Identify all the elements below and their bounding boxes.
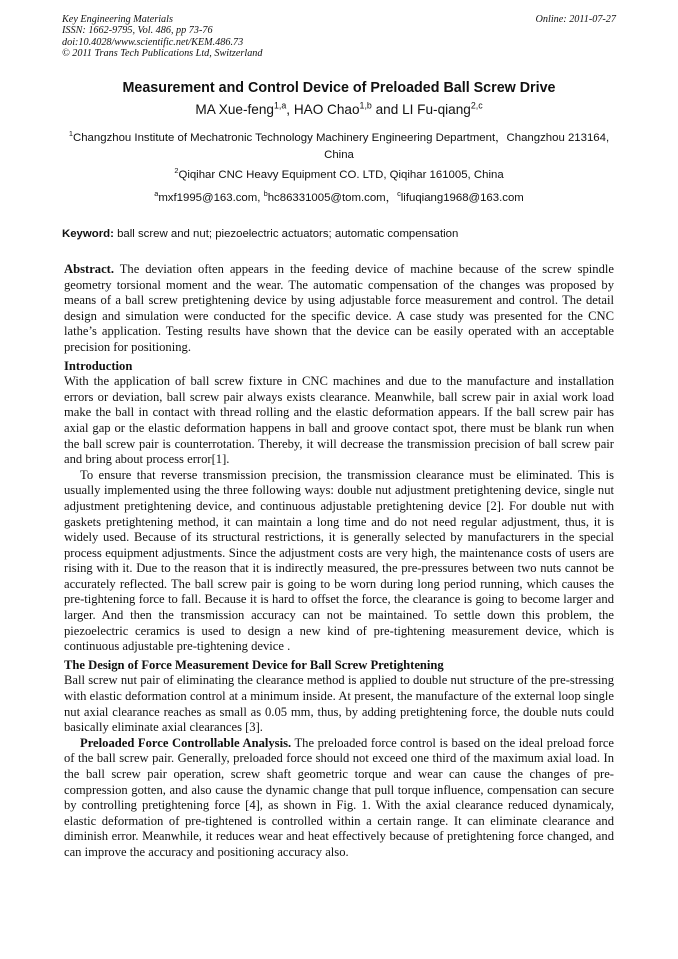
affiliation-1 bbox=[62, 130, 616, 163]
email-sup: a bbox=[154, 189, 159, 199]
keywords bbox=[62, 226, 616, 242]
author-sup: 1,a bbox=[273, 100, 287, 111]
paragraph: With the application of ball screw fixture in CNC machines and due to the manufacture and installation errors or deviation, ball screw pair always exists clearance. Meanwhile, ball screw pair in axial work load make the ball in contact with thread rolling and the elastic deformation appears. If the ball screw pair has axial gap or the elastic deformation happens in ball and groove contact spot, there must be blank run when the ball screw pair is counterrotation. Thereby, it will decrease the transmission precision of ball screw pair and bring about process error[1]. bbox=[64, 374, 614, 467]
paragraph: To ensure that reverse transmission precision, the transmission clearance must be eliminated. This is usually implemented using the three following ways: double nut adjustment pretightening device, single nut adjustment pretightening device, and continuous adjustable pretightening device [2]. For double nut with gaskets pretightening method, it can maintain a long time and do not need regular adjustment, thus, it is widely used. Because of its structural restrictions, it is generally selected by manufacturers in the special process equipment adjustments. Since the adjustment costs are very high, the maintenance costs of users are rising with it. Due to the reason that it is indirectly measured, the pre-pressures between two nuts cannot be accurately reflected. The ball screw pair is going to be worn during long period running, which causes the pre-tightening force to fall. Because it is hard to offset the force, the clearance is going to become larger and larger. And then the transmission accuracy can not be maintained. To settle down this problem, the piezoelectric ceramics is used to design a new kind of pre-tightening measurement device, which is continuous adjustable pre-tightening device . bbox=[64, 467, 614, 654]
paragraph-text: The preloaded force control is based on the ideal preload force of the ball screw pair. Generally, preloaded force should not exceed one third of the maximum axial load. In the ball screw pair operation, screw shaft geometric torque and wear can cause the changes of pre-compression gotten, and also cause the dynamic change that pull torque influence, compensation can secure by controlling pretightening force [4], as shown in Fig. 1. With the axial clearance reduced dynamicaly, elastic deformation of pre-tightened is controlled within a certain range. It can eliminate clearance and diminish error. Meanwhile, it reduces wear and heat effectively because of pretightening force changed, and can improve the accuracy and positioning accuracy also. bbox=[64, 735, 614, 859]
paragraph bbox=[64, 736, 614, 861]
affiliation-sup: 1 bbox=[68, 129, 73, 139]
email-sup: c bbox=[397, 189, 401, 199]
issn-line: ISSN: 1662-9795, Vol. 486, pp 73-76 bbox=[62, 25, 213, 37]
paper-title: Measurement and Control Device of Preloaded Ball Screw Drive bbox=[122, 80, 556, 96]
author-sup: 1,b bbox=[359, 100, 372, 111]
keywords-text: ball screw and nut; piezoelectric actuators; automatic compensation bbox=[113, 228, 459, 240]
author-name: MA Xue-feng bbox=[195, 102, 274, 117]
email-sup: b bbox=[263, 189, 268, 199]
online-date: Online: 2011-07-27 bbox=[535, 14, 616, 25]
copyright-line: © 2011 Trans Tech Publications Ltd, Switzerland bbox=[62, 47, 263, 59]
email-link[interactable]: mxf1995@163.com, bbox=[158, 192, 264, 204]
author-separator: , bbox=[286, 102, 294, 117]
section-heading-design: The Design of Force Measurement Device for Ball Screw Pretightening bbox=[64, 657, 444, 672]
author-list bbox=[62, 101, 616, 119]
email-line bbox=[62, 190, 616, 206]
abstract bbox=[64, 262, 614, 356]
abstract-text: The deviation often appears in the feeding device of machine because of the screw spindle geometry torsional moment and the wear. The automatic compensation of the changes was proposed by means of a ball screw pretightening device by using adjustable force measurement and control. The detail design and simulation were conducted for the specific device. A case study was presented for the CNC lathe’s application. Testing results have shown that the device can be easily operated with an acceptable precision for positioning. bbox=[64, 262, 614, 354]
affiliation-2 bbox=[62, 167, 616, 184]
email-link[interactable]: lifuqiang1968@163.com bbox=[400, 192, 524, 204]
journal-header bbox=[62, 14, 616, 59]
doi-line: doi:10.4028/www.scientific.net/KEM.486.73 bbox=[62, 36, 244, 48]
author-name: HAO Chao bbox=[293, 102, 360, 117]
affiliation-text: Changzhou Institute of Mechatronic Technology Machinery Engineering Department，Changzhou 213164, China bbox=[73, 132, 610, 161]
subsection-label: Preloaded Force Controllable Analysis. bbox=[80, 735, 292, 750]
journal-name: Key Engineering Materials bbox=[62, 14, 173, 25]
affiliation-sup: 2 bbox=[174, 166, 179, 176]
author-name: LI Fu-qiang bbox=[402, 102, 471, 117]
keywords-label: Keyword: bbox=[62, 228, 114, 240]
paper-body bbox=[64, 262, 614, 861]
paragraph: Ball screw nut pair of eliminating the clearance method is applied to double nut structure of the pre-stressing with elastic deformation control at a minimum inside. At present, the manufacture of the external loop single nut axial clearance reaches as small as 0.05 mm, thus, by adding pretightening force, the double nuts could basically eliminate axial clearances [3]. bbox=[64, 673, 614, 735]
section-heading-introduction: Introduction bbox=[64, 358, 133, 373]
affiliation-text: Qiqihar CNC Heavy Equipment CO. LTD, Qiqihar 161005, China bbox=[178, 169, 504, 181]
abstract-label: Abstract. bbox=[64, 262, 115, 276]
author-sup: 2,c bbox=[470, 100, 483, 111]
author-and: and bbox=[371, 102, 403, 117]
email-link[interactable]: hc86331005@tom.com， bbox=[267, 192, 398, 204]
